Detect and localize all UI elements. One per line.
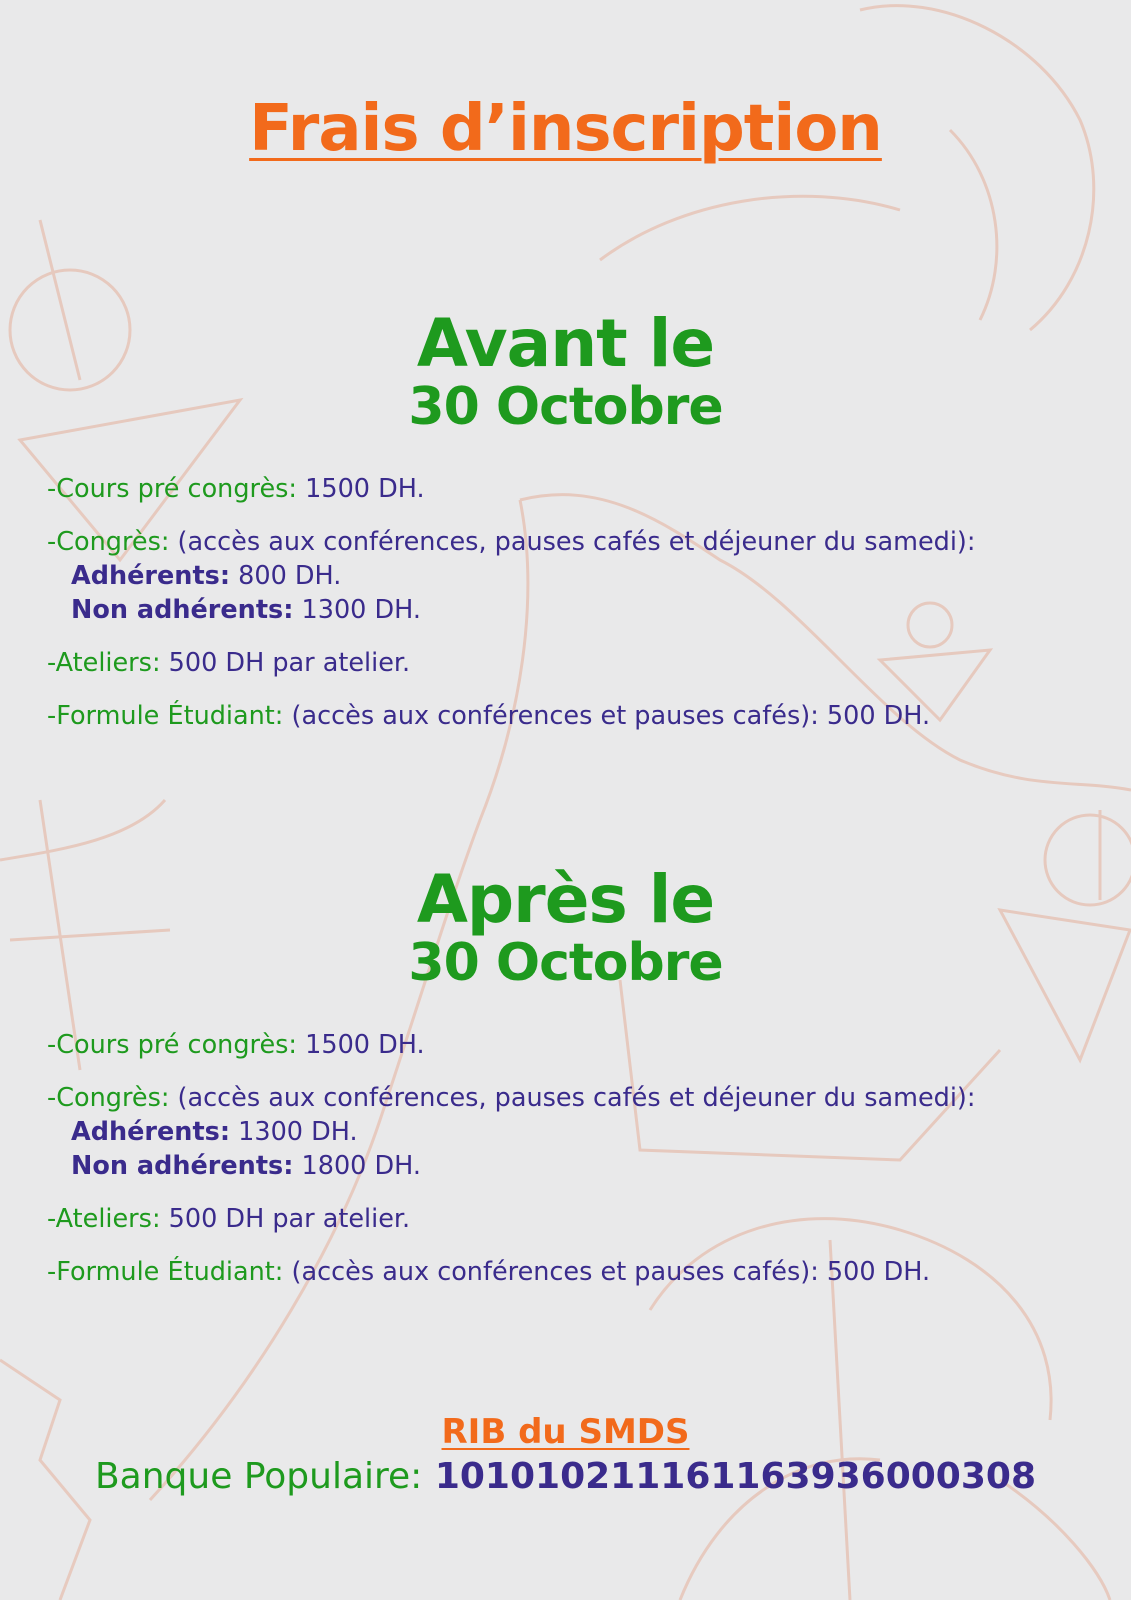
- sub-item: [47, 559, 1107, 593]
- item-text: 500 DH par atelier.: [160, 648, 411, 678]
- list-item: [47, 1202, 1107, 1236]
- item-label: -Cours pré congrès:: [47, 474, 298, 504]
- rib-title-text: RIB du SMDS: [441, 1412, 690, 1452]
- sub-item-label: Adhérents:: [71, 1117, 231, 1147]
- item-text: 500 DH par atelier.: [160, 1204, 411, 1234]
- item-text: 1500 DH.: [297, 1030, 425, 1060]
- item-label: -Cours pré congrès:: [47, 1030, 298, 1060]
- sub-item-label: Non adhérents:: [71, 1151, 294, 1181]
- bank-label: Banque Populaire:: [94, 1456, 423, 1497]
- section-heading-big: Avant le: [416, 305, 715, 382]
- sub-item-text: 1800 DH.: [293, 1151, 421, 1181]
- sub-item-label: Non adhérents:: [71, 595, 294, 625]
- sub-item-text: 800 DH.: [230, 561, 342, 591]
- sub-item: [47, 1115, 1107, 1149]
- list-item: [47, 699, 1107, 733]
- item-text: (accès aux conférences et pauses cafés): 500 DH.: [283, 1257, 931, 1287]
- item-label: -Congrès:: [47, 527, 170, 557]
- list-item: [47, 525, 1107, 627]
- bank-account: [0, 1456, 1131, 1497]
- list-item: [47, 472, 1107, 506]
- item-label: -Ateliers:: [47, 1204, 161, 1234]
- item-text: (accès aux conférences, pauses cafés et déjeuner du samedi):: [169, 1083, 976, 1113]
- section-heading-date: 30 Octobre: [408, 933, 723, 993]
- bank-account-number: 101010211161163936000308: [422, 1456, 1037, 1497]
- list-item: [47, 1081, 1107, 1183]
- section-heading-before: [0, 305, 1131, 437]
- sub-item-text: 1300 DH.: [230, 1117, 358, 1147]
- sub-item-label: Adhérents:: [71, 561, 231, 591]
- item-label: -Ateliers:: [47, 648, 161, 678]
- item-label: -Formule Étudiant:: [47, 1257, 284, 1287]
- sub-item: [47, 593, 1107, 627]
- fee-list-before: [47, 472, 1107, 752]
- list-item: [47, 1028, 1107, 1062]
- page-title-text: Frais d’inscription: [249, 92, 882, 166]
- fee-list-after: [47, 1028, 1107, 1308]
- section-heading-date: 30 Octobre: [408, 377, 723, 437]
- page-title: [0, 92, 1131, 166]
- rib-title: [0, 1412, 1131, 1452]
- item-text: (accès aux conférences et pauses cafés): 500 DH.: [283, 701, 931, 731]
- item-text: 1500 DH.: [297, 474, 425, 504]
- item-text: (accès aux conférences, pauses cafés et déjeuner du samedi):: [169, 527, 976, 557]
- sub-item: [47, 1149, 1107, 1183]
- section-heading-after: [0, 861, 1131, 993]
- sub-item-text: 1300 DH.: [293, 595, 421, 625]
- item-label: -Formule Étudiant:: [47, 701, 284, 731]
- list-item: [47, 1255, 1107, 1289]
- list-item: [47, 646, 1107, 680]
- section-heading-big: Après le: [416, 861, 715, 938]
- item-label: -Congrès:: [47, 1083, 170, 1113]
